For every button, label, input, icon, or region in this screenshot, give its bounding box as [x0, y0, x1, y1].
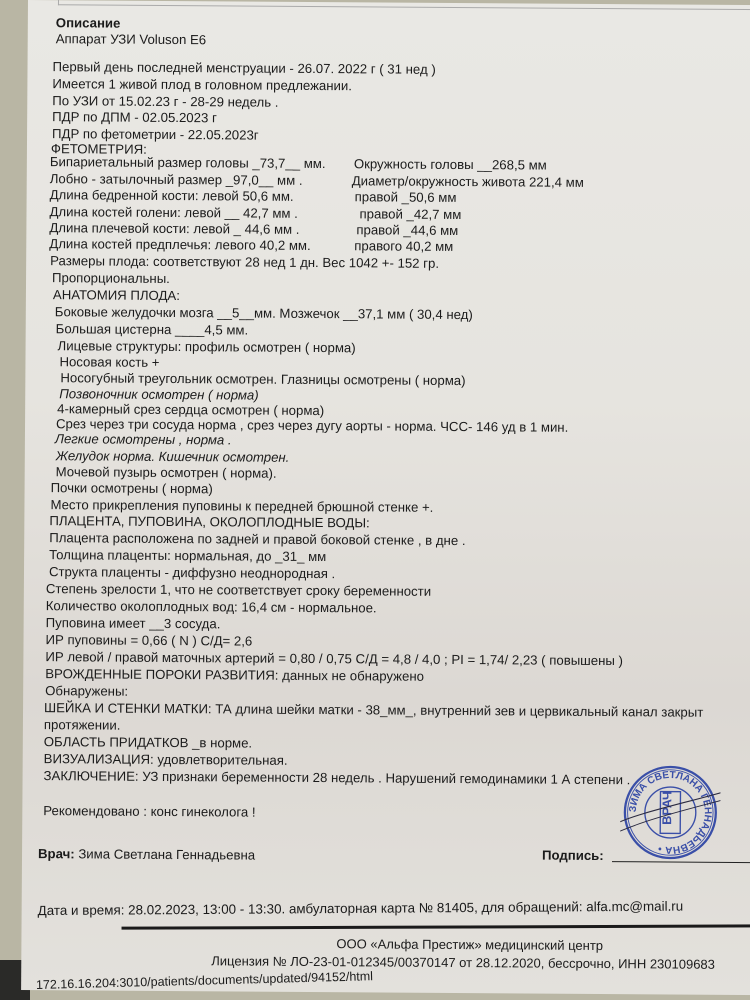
- fetometry-left: Длина бедренной кости: левой 50,6 мм.: [49, 187, 294, 204]
- svg-text:ЗИМА СВЕТЛАНА ГЕННАДЬЕВНА •: ЗИМА СВЕТЛАНА ГЕННАДЬЕВНА •: [627, 769, 714, 856]
- recommendation: Рекомендовано : конс гинеколога !: [43, 803, 256, 820]
- header-frame: [58, 0, 750, 10]
- anatomy-line: Позвоночник осмотрен ( норма): [59, 386, 259, 403]
- placenta-heading: ПЛАЦЕНТА, ПУПОВИНА, ОКОЛОПЛОДНЫЕ ВОДЫ:: [49, 513, 370, 531]
- intro-line: ПДР по ДПМ - 02.05.2023 г: [52, 109, 217, 126]
- placenta-line: Структа плаценты - диффузно неоднородная .: [48, 564, 336, 582]
- anatomy-line: Желудок норма. Кишечник осмотрен.: [55, 448, 290, 465]
- visualization-line: ВИЗУАЛИЗАЦИЯ: удовлетворительная.: [43, 751, 288, 768]
- anatomy-line: Мочевой пузырь осмотрен ( норма).: [55, 464, 277, 481]
- anatomy-line: Боковые желудочки мозга __5__мм. Мозжечок __37,1 мм ( 30,4 нед): [54, 304, 473, 323]
- placenta-line: ИР левой / правой маточных артерий = 0,80 / 0,75 С/Д = 4,8 / 4,0 ; PI = 1,74/ 2,23 ( повышены ): [45, 649, 624, 669]
- fetometry-left: Бипариетальный размер головы _73,7__ мм.: [49, 154, 326, 172]
- anatomy-heading: АНАТОМИЯ ПЛОДА:: [52, 287, 180, 304]
- fetometry-left: Длина костей предплечья: левого 40,2 мм.: [49, 236, 311, 253]
- malformations: ВРОЖДЕННЫЕ ПОРОКИ РАЗВИТИЯ: данных не обнаружено: [45, 666, 425, 684]
- placenta-line: ИР пуповины = 0,66 ( N ) С/Д= 2,6: [45, 632, 253, 649]
- anatomy-line: Почки осмотрены ( норма): [50, 480, 213, 497]
- fetometry-right: правой _50,6 мм: [354, 189, 457, 205]
- cervix-line: ШЕЙКА И СТЕНКИ МАТКИ: ТА длина шейки матки - 38_мм_, внутренний зев и цервикальный канал закрыт: [44, 700, 704, 720]
- doctor-label: Врач:: [37, 846, 75, 862]
- document-page: [21, 0, 750, 995]
- fetometry-right: Диаметр/окружность живота 221,4 мм: [351, 173, 584, 190]
- intro-line: Имеется 1 живой плод в головном предлежании.: [52, 76, 353, 94]
- conclusion-line: ЗАКЛЮЧЕНИЕ: УЗ признаки беременности 28 недель . Нарушений гемодинамики 1 А степени .: [43, 768, 631, 788]
- doctor-stamp-icon: [620, 762, 721, 863]
- intro-line: По УЗИ от 15.02.23 г - 28-29 недель .: [52, 93, 279, 110]
- org-name: ООО «Альфа Престиж» медицинский центр: [336, 936, 604, 954]
- footer-divider: [122, 924, 750, 929]
- anatomy-line: Место прикрепления пуповины к передней брюшной стенке +.: [50, 497, 434, 515]
- anatomy-line: 4-камерный срез сердца осмотрен ( норма): [57, 401, 325, 419]
- intro-line: ПДР по фетометрии - 22.05.2023г: [52, 126, 259, 143]
- anatomy-line: Легкие осмотрены , норма .: [54, 431, 232, 448]
- fetometry-right: Окружность головы __268,5 мм: [353, 156, 547, 173]
- anatomy-line: Лицевые структуры: профиль осмотрен ( норма): [57, 338, 356, 356]
- placenta-line: Толщина плаценты: нормальная, до _31_ мм: [49, 547, 327, 565]
- fetometry-right: правой _44,6 мм: [356, 222, 459, 239]
- adnexa-line: ОБЛАСТЬ ПРИДАТКОВ _в норме.: [43, 734, 253, 751]
- cervix-cont: протяжении.: [43, 717, 121, 733]
- placenta-line: Степень зрелости 1, что не соответствует сроку беременности: [45, 581, 432, 599]
- fetometry-right: правой _42,7 мм: [359, 206, 462, 223]
- found-label: Обнаружены:: [45, 683, 129, 699]
- fetal-size: Размеры плода: соответствуют 28 нед 1 дн. Вес 1042 +- 152 гр.: [50, 253, 440, 271]
- license-line: Лицензия № ЛО-23-01-012345/00370147 от 28.12.2020, бессрочно, ИНН 230109683: [211, 953, 715, 972]
- device-line: Аппарат УЗИ Voluson E6: [55, 31, 207, 48]
- placenta-line: Количество околоплодных вод: 16,4 см - нормальное.: [45, 598, 377, 616]
- signature-label: Подпись:: [541, 847, 604, 864]
- intro-line: Первый день последней менструации - 26.07. 2022 г ( 31 нед ): [52, 59, 436, 77]
- anatomy-line: Срез через три сосуда норма , срез через дугу аорты - норма. ЧСС- 146 уд в 1 мин.: [55, 416, 569, 435]
- proportion: Пропорциональны.: [52, 270, 170, 286]
- doctor-name: Зима Светлана Геннадьевна: [78, 846, 256, 863]
- anatomy-line: Носовая кость +: [59, 354, 160, 370]
- fetometry-right: правого 40,2 мм: [354, 238, 454, 254]
- fetometry-left: Лобно - затылочный размер _97,0__ мм .: [49, 171, 303, 188]
- svg-text:ВРАЧ: ВРАЧ: [659, 791, 675, 825]
- anatomy-line: Большая цистерна ____4,5 мм.: [55, 321, 249, 338]
- fetometry-heading: ФЕТОМЕТРИЯ:: [50, 141, 147, 157]
- placenta-line: Плацента расположена по задней и правой боковой стенке , в дне .: [49, 530, 466, 549]
- placenta-line: Пуповина имеет __3 сосуда.: [45, 615, 221, 632]
- fetometry-left: Длина костей голени: левой __ 42,7 мм .: [49, 204, 298, 221]
- doc-title: Описание: [55, 15, 121, 31]
- anatomy-line: Носогубный треугольник осмотрен. Глазницы осмотрены ( норма): [60, 370, 466, 389]
- print-url: 172.16.16.204:3010/patients/documents/updated/94152/html: [35, 969, 374, 992]
- doctor-line: [38, 846, 255, 864]
- datetime-line: Дата и время: 28.02.2023, 13:00 - 13:30. амбулаторная карта № 81405, для обращений: alfa.mc@mail.ru: [37, 898, 684, 919]
- fetometry-left: Длина плечевой кости: левой _ 44,6 мм .: [49, 220, 300, 237]
